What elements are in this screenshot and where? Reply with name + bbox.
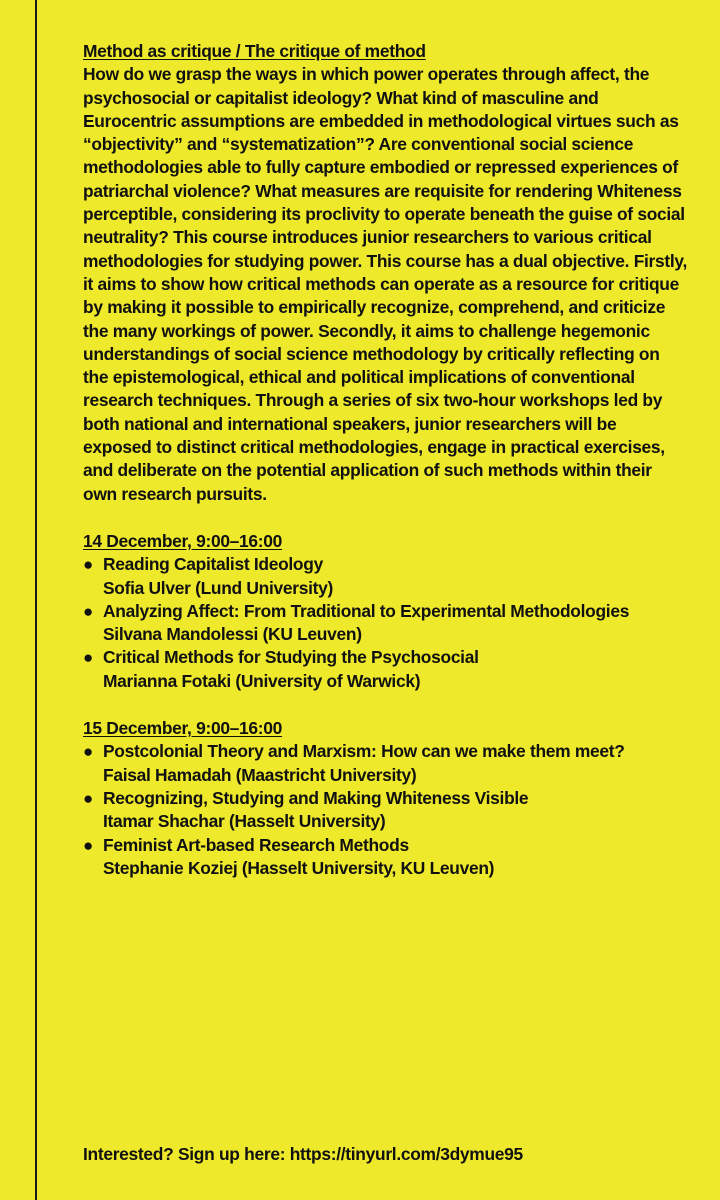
session-title: Feminist Art-based Research Methods <box>103 834 409 855</box>
day-heading: 15 December, 9:00–16:00 <box>83 718 283 739</box>
left-border-line <box>35 0 37 1200</box>
bullet-icon: ● <box>83 648 93 668</box>
day-block-1 <box>83 530 688 693</box>
bullet-icon: ● <box>83 788 93 808</box>
bullet-icon: ● <box>83 601 93 621</box>
page-title: Method as critique / The critique of method <box>83 41 426 61</box>
bullet-icon: ● <box>83 835 93 855</box>
bullet-icon: ● <box>83 742 93 762</box>
signup-link[interactable]: https://tinyurl.com/3dymue95 <box>289 1144 523 1164</box>
session-item <box>83 787 688 834</box>
session-title: Critical Methods for Studying the Psychosocial <box>103 647 479 668</box>
session-speaker: Sofia Ulver (Lund University) <box>103 577 333 598</box>
course-description: How do we grasp the ways in which power operates through affect, the psychosocial or capitalist ideology? What kind of masculine and Eurocentric assumptions are embedded in methodological virtues such as “objectivity” and “systematization”? Are conventional social science methodologies able to fully capture embodied or repressed experiences of patriarchal violence? What measures are requisite for rendering Whiteness perceptible, considering its proclivity to operate beneath the guise of social neutrality? This course introduces junior researchers to various critical methodologies for studying power. This course has a dual objective. Firstly, it aims to show how critical methods can operate as a resource for critique by making it possible to empirically recognize, comprehend, and criticize the many workings of power. Secondly, it aims to challenge hegemonic understandings of social science methodology by critically reflecting on the epistemological, ethical and political implications of conventional research techniques. Through a series of six two-hour workshops led by both national and international speakers, junior researchers will be exposed to distinct critical methodologies, engage in practical exercises, and deliberate on the potential application of such methods within their own research pursuits. <box>83 64 688 504</box>
session-speaker: Silvana Mandolessi (KU Leuven) <box>103 624 362 645</box>
session-title: Recognizing, Studying and Making Whiteness Visible <box>103 787 529 808</box>
session-title: Postcolonial Theory and Marxism: How can we make them meet? <box>103 741 625 762</box>
session-title: Analyzing Affect: From Traditional to Experimental Methodologies <box>103 600 630 621</box>
signup-call-to-action <box>83 1143 688 1166</box>
flyer-content <box>83 40 688 880</box>
session-item <box>83 600 688 647</box>
session-speaker: Itamar Shachar (Hasselt University) <box>103 811 386 832</box>
session-title: Reading Capitalist Ideology <box>103 554 323 575</box>
session-item <box>83 553 688 600</box>
session-speaker: Stephanie Koziej (Hasselt University, KU Leuven) <box>103 857 495 878</box>
signup-label: Interested? Sign up here: <box>83 1144 290 1164</box>
session-item <box>83 646 688 693</box>
day-heading: 14 December, 9:00–16:00 <box>83 530 283 551</box>
session-speaker: Faisal Hamadah (Maastricht University) <box>103 764 417 785</box>
bullet-icon: ● <box>83 555 93 575</box>
session-speaker: Marianna Fotaki (University of Warwick) <box>103 670 421 691</box>
session-item <box>83 834 688 881</box>
day-block-2 <box>83 717 688 880</box>
session-item <box>83 740 688 787</box>
